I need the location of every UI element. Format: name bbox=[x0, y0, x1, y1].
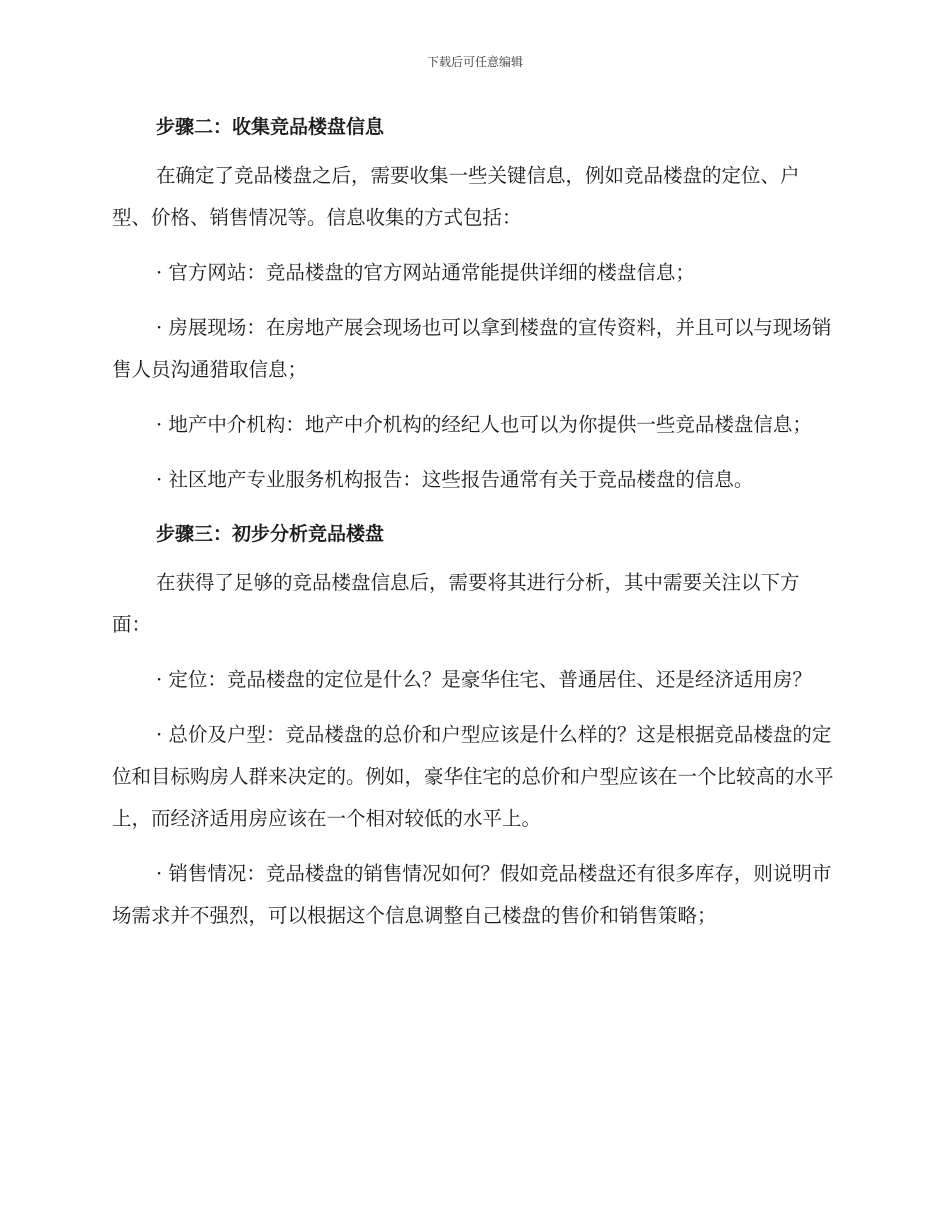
document-body bbox=[112, 107, 834, 950]
section-heading-step-2: 步骤二：收集竞品楼盘信息 bbox=[156, 116, 385, 138]
paragraph-intro-collect: 在确定了竞品楼盘之后，需要收集一些关键信息，例如竞品楼盘的定位、户型、价格、销售情况等。信息收集的方式包括： bbox=[112, 164, 800, 229]
page-header: 下载后可任意编辑 bbox=[426, 55, 523, 69]
list-item-agency: · 地产中介机构：地产中介机构的经纪人也可以为你提供一些竞品楼盘信息； bbox=[156, 413, 812, 436]
list-item-sales: · 销售情况：竞品楼盘的销售情况如何？假如竞品楼盘还有很多库存，则说明市场需求并不强烈，可以根据这个信息调整自己楼盘的售价和销售策略； bbox=[112, 862, 832, 927]
list-item-positioning: · 定位：竞品楼盘的定位是什么？是豪华住宅、普通居住、还是经济适用房？ bbox=[156, 668, 812, 691]
section-heading-step-3: 步骤三：初步分析竞品楼盘 bbox=[156, 523, 385, 545]
list-item-expo-site: · 房展现场：在房地产展会现场也可以拿到楼盘的宣传资料，并且可以与现场销售人员沟通猎取信息； bbox=[112, 316, 832, 381]
list-item-community-report: · 社区地产专业服务机构报告：这些报告通常有关于竞品楼盘的信息。 bbox=[156, 468, 754, 491]
list-item-price-layout: · 总价及户型：竞品楼盘的总价和户型应该是什么样的？这是根据竞品楼盘的定位和目标购房人群来决定的。例如，豪华住宅的总价和户型应该在一个比较高的水平上，而经济适用房应该在一个相对较低的水平上。 bbox=[112, 723, 834, 830]
paragraph-intro-analysis: 在获得了足够的竞品楼盘信息后，需要将其进行分析，其中需要关注以下方面： bbox=[112, 571, 800, 636]
list-item-official-website: · 官方网站：竞品楼盘的官方网站通常能提供详细的楼盘信息； bbox=[156, 261, 695, 284]
